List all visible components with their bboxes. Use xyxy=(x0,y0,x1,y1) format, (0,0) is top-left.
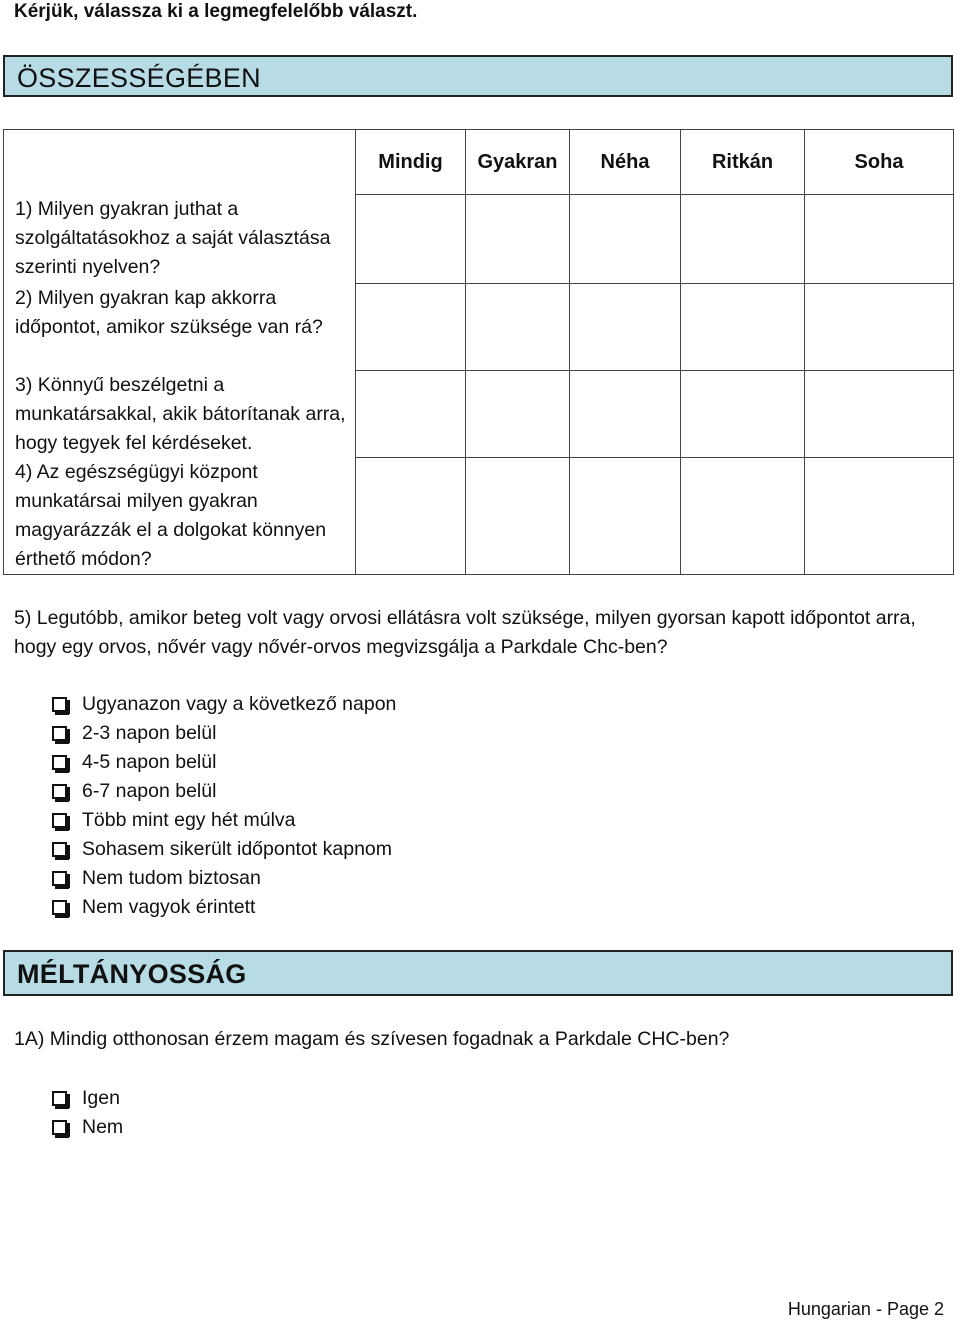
answer-cell-q2-gyakran[interactable] xyxy=(466,284,570,371)
q5-option-over-week[interactable]: Több mint egy hét múlva xyxy=(52,806,396,835)
question-2-label: 2) Milyen gyakran kap akkorra időpontot, amikor szüksége van rá? xyxy=(4,284,356,371)
question-5-options xyxy=(52,690,396,922)
q1a-option-nem[interactable]: Nem xyxy=(52,1113,123,1142)
answer-cell-q1-gyakran[interactable] xyxy=(466,195,570,284)
answer-cell-q1-soha[interactable] xyxy=(805,195,954,284)
checkbox-icon[interactable] xyxy=(52,697,67,712)
q5-option-6-7-days[interactable]: 6-7 napon belül xyxy=(52,777,396,806)
section-header-equity xyxy=(3,950,953,996)
grid-header-blank xyxy=(4,130,356,195)
checkbox-icon[interactable] xyxy=(52,842,67,857)
checkbox-icon[interactable] xyxy=(52,755,67,770)
answer-cell-q3-ritkan[interactable] xyxy=(681,371,805,458)
q5-option-2-3-days[interactable]: 2-3 napon belül xyxy=(52,719,396,748)
answer-cell-q1-mindig[interactable] xyxy=(356,195,466,284)
checkbox-icon[interactable] xyxy=(52,726,67,741)
checkbox-icon[interactable] xyxy=(52,900,67,915)
answer-cell-q1-neha[interactable] xyxy=(570,195,681,284)
answer-cell-q3-gyakran[interactable] xyxy=(466,371,570,458)
answer-cell-q4-soha[interactable] xyxy=(805,458,954,575)
answer-cell-q2-neha[interactable] xyxy=(570,284,681,371)
column-header-mindig: Mindig xyxy=(356,130,466,195)
answer-cell-q2-soha[interactable] xyxy=(805,284,954,371)
column-header-gyakran: Gyakran xyxy=(466,130,570,195)
frequency-grid xyxy=(3,129,954,575)
answer-cell-q4-neha[interactable] xyxy=(570,458,681,575)
section-header-overall xyxy=(3,55,953,97)
answer-cell-q1-ritkan[interactable] xyxy=(681,195,805,284)
answer-cell-q2-ritkan[interactable] xyxy=(681,284,805,371)
question-5-text: 5) Legutóbb, amikor beteg volt vagy orvosi ellátásra volt szüksége, milyen gyorsan kapott időpontot arra, hogy egy orvos, nővér vagy nővér-orvos megvizsgálja a Parkdale Chc-ben? xyxy=(14,607,916,658)
column-header-neha: Néha xyxy=(570,130,681,195)
answer-cell-q4-ritkan[interactable] xyxy=(681,458,805,575)
column-header-soha: Soha xyxy=(805,130,954,195)
q5-option-4-5-days[interactable]: 4-5 napon belül xyxy=(52,748,396,777)
q5-option-same-day[interactable]: Ugyanazon vagy a következő napon xyxy=(52,690,396,719)
instruction-text: Kérjük, válassza ki a legmegfelelőbb választ. xyxy=(14,1,418,22)
checkbox-icon[interactable] xyxy=(52,784,67,799)
q5-option-not-sure[interactable]: Nem tudom biztosan xyxy=(52,864,396,893)
checkbox-icon[interactable] xyxy=(52,871,67,886)
q5-option-not-applicable[interactable]: Nem vagyok érintett xyxy=(52,893,396,922)
section-title-overall: ÖSSZESSÉGÉBEN xyxy=(17,63,261,93)
column-header-ritkan: Ritkán xyxy=(681,130,805,195)
checkbox-icon[interactable] xyxy=(52,1091,67,1106)
answer-cell-q3-neha[interactable] xyxy=(570,371,681,458)
answer-cell-q3-mindig[interactable] xyxy=(356,371,466,458)
answer-cell-q4-mindig[interactable] xyxy=(356,458,466,575)
checkbox-icon[interactable] xyxy=(52,813,67,828)
question-1-label: 1) Milyen gyakran juthat a szolgáltatásokhoz a saját választása szerinti nyelven? xyxy=(4,195,356,284)
section-title-equity: MÉLTÁNYOSSÁG xyxy=(17,959,247,989)
question-1a-options xyxy=(52,1084,123,1142)
question-3-label: 3) Könnyű beszélgetni a munkatársakkal, akik bátorítanak arra, hogy tegyek fel kérdéseket. xyxy=(4,371,356,458)
checkbox-icon[interactable] xyxy=(52,1120,67,1135)
question-1a-text: 1A) Mindig otthonosan érzem magam és szívesen fogadnak a Parkdale CHC-ben? xyxy=(14,1028,730,1050)
answer-cell-q4-gyakran[interactable] xyxy=(466,458,570,575)
q1a-option-igen[interactable]: Igen xyxy=(52,1084,123,1113)
page-footer: Hungarian - Page 2 xyxy=(787,1299,944,1319)
answer-cell-q2-mindig[interactable] xyxy=(356,284,466,371)
answer-cell-q3-soha[interactable] xyxy=(805,371,954,458)
q5-option-never[interactable]: Sohasem sikerült időpontot kapnom xyxy=(52,835,396,864)
question-4-label: 4) Az egészségügyi központ munkatársai milyen gyakran magyarázzák el a dolgokat könnyen érthető módon? xyxy=(4,458,356,575)
